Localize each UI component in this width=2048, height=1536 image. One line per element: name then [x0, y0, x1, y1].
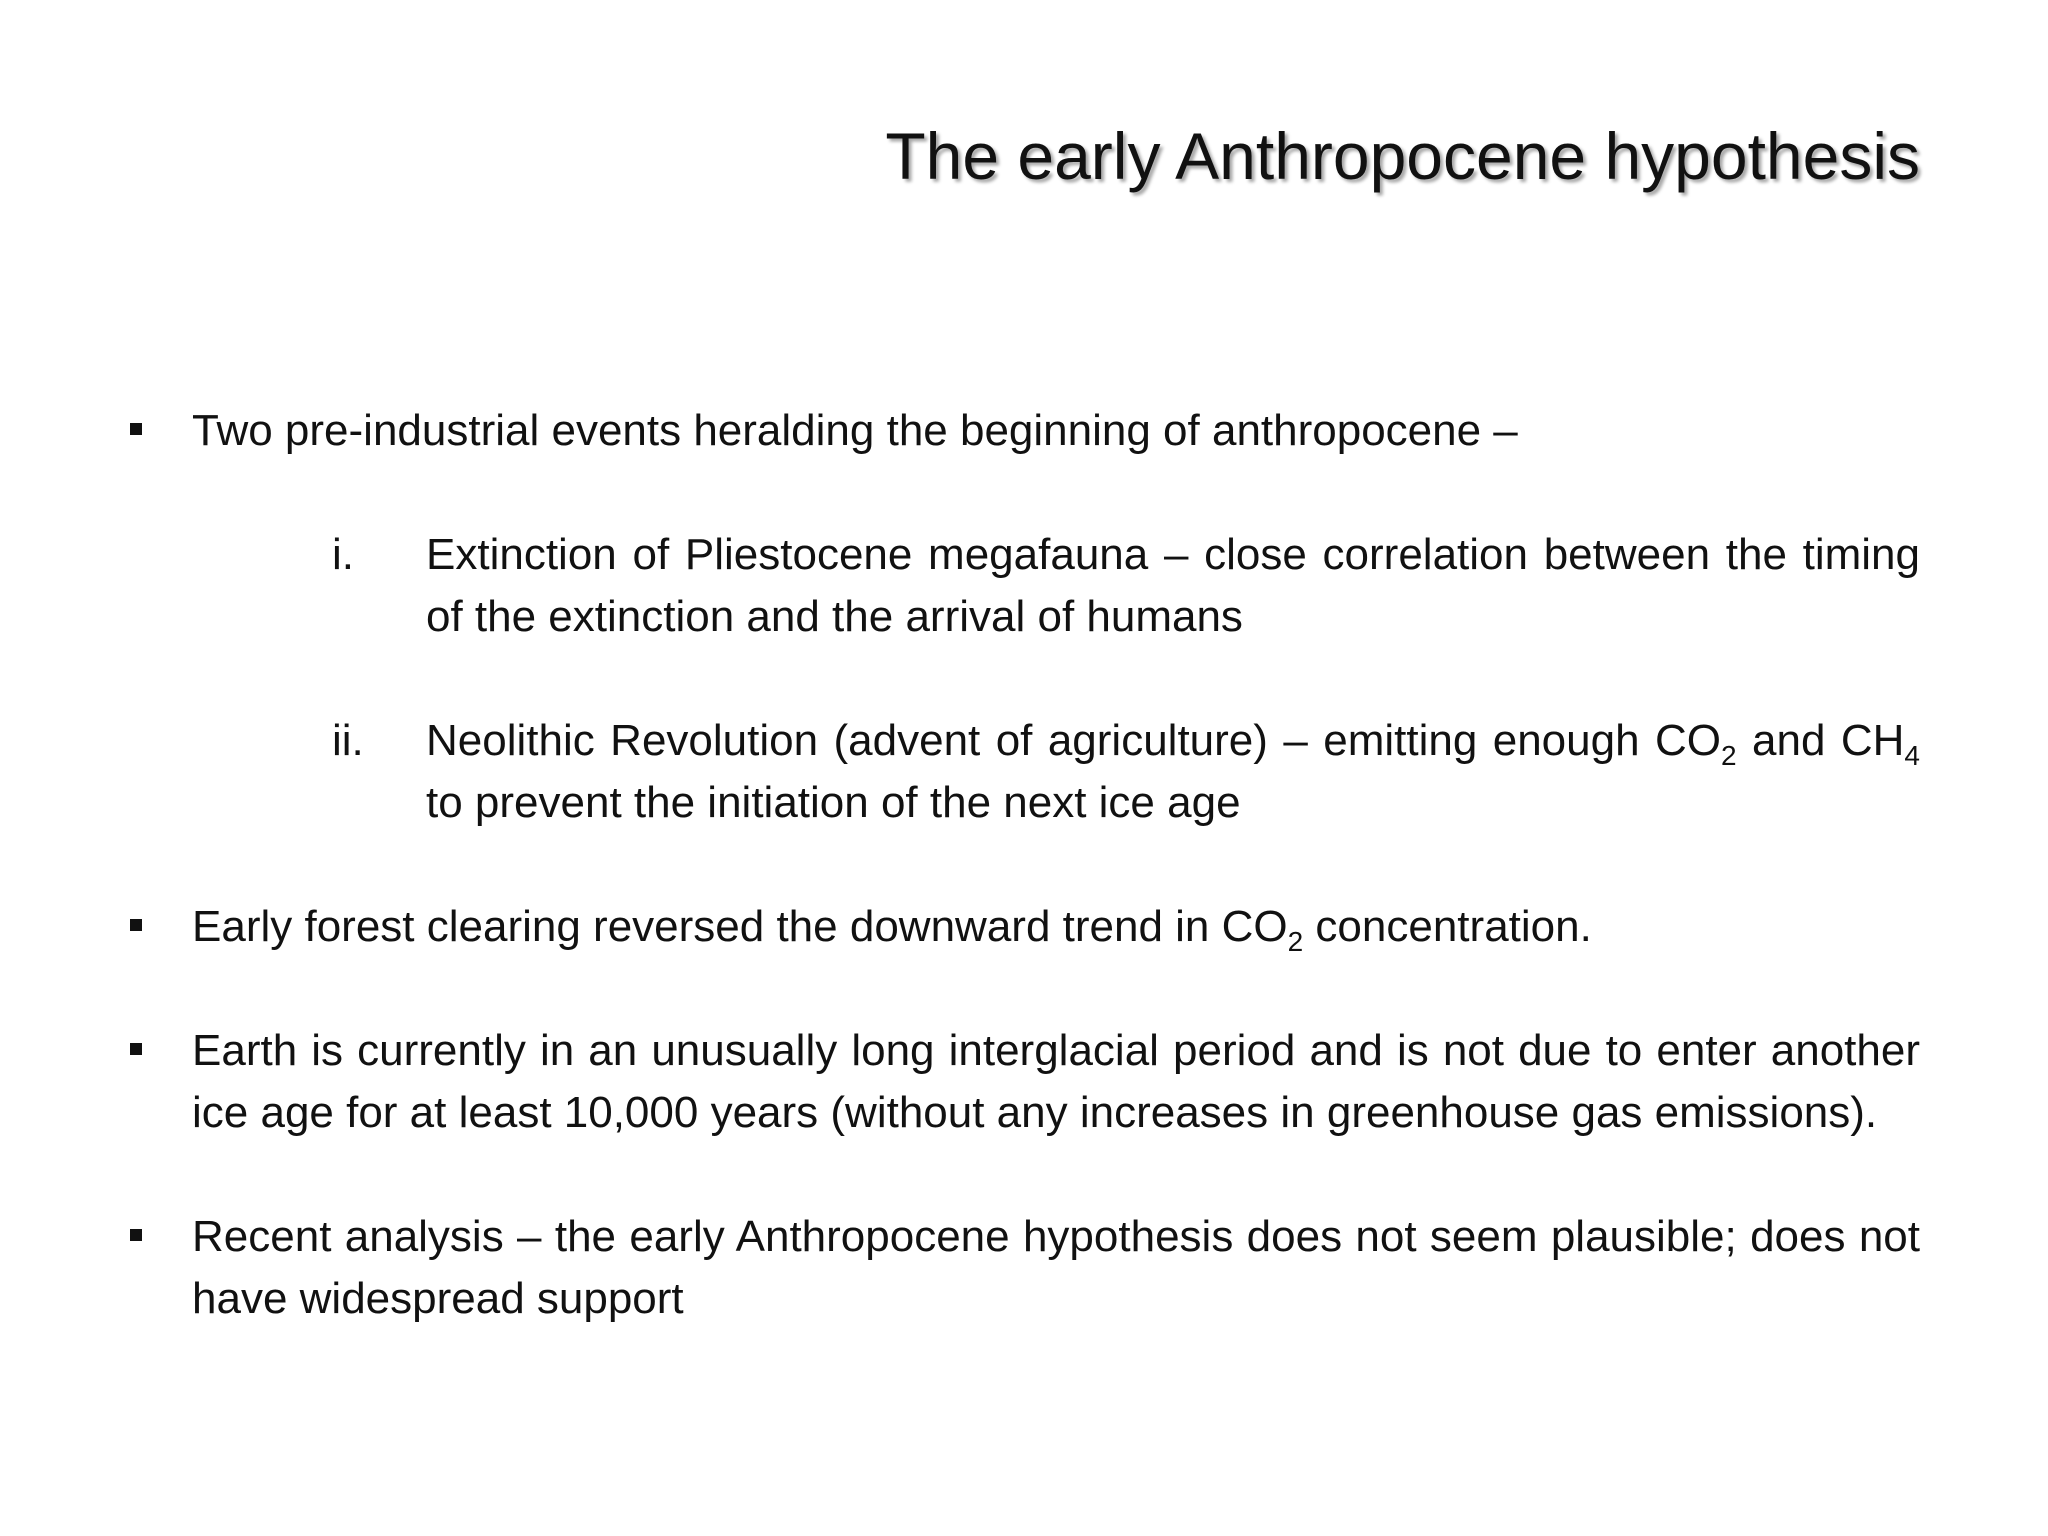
subscript: 2 — [1721, 740, 1737, 771]
bullet-item-2 — [128, 896, 1920, 958]
slide-body — [128, 400, 1920, 1330]
bullet-item-4 — [128, 1206, 1920, 1330]
subitem-text-part: and CH — [1736, 716, 1905, 765]
bullet-item-1 — [128, 400, 1920, 462]
subitem-text: Extinction of Pliestocene megafauna – close correlation between the timing of the extinction and the arrival of humans — [426, 530, 1920, 641]
subitem-text-part: to prevent the initiation of the next ice age — [426, 778, 1241, 827]
subitem-text-part: Neolithic Revolution (advent of agriculture) – emitting enough CO — [426, 716, 1722, 765]
square-bullet-icon — [130, 1229, 142, 1241]
bullet-text-part: Early forest clearing reversed the downward trend in CO — [192, 902, 1288, 951]
bullet-text: Earth is currently in an unusually long interglacial period and is not due to enter another ice age for at least 10,000 years (without any increases in greenhouse gas emissions). — [192, 1026, 1920, 1137]
subitem-ii — [128, 710, 1920, 834]
bullet-text-part: concentration. — [1303, 902, 1592, 951]
subitem-numeral: i. — [332, 530, 354, 579]
bullet-text: Recent analysis – the early Anthropocene hypothesis does not seem plausible; does not have widespread support — [192, 1212, 1920, 1323]
subitem-i — [128, 524, 1920, 648]
subscript: 2 — [1287, 926, 1304, 957]
square-bullet-icon — [130, 423, 142, 435]
bullet-item-3 — [128, 1020, 1920, 1144]
subitem-numeral: ii. — [332, 716, 364, 765]
bullet-text: Two pre-industrial events heralding the beginning of anthropocene – — [192, 406, 1518, 455]
square-bullet-icon — [130, 1043, 142, 1055]
square-bullet-icon — [130, 919, 142, 931]
slide-title: The early Anthropocene hypothesis — [885, 119, 1920, 193]
numbered-sublist — [128, 524, 1920, 834]
subscript: 4 — [1904, 740, 1920, 771]
